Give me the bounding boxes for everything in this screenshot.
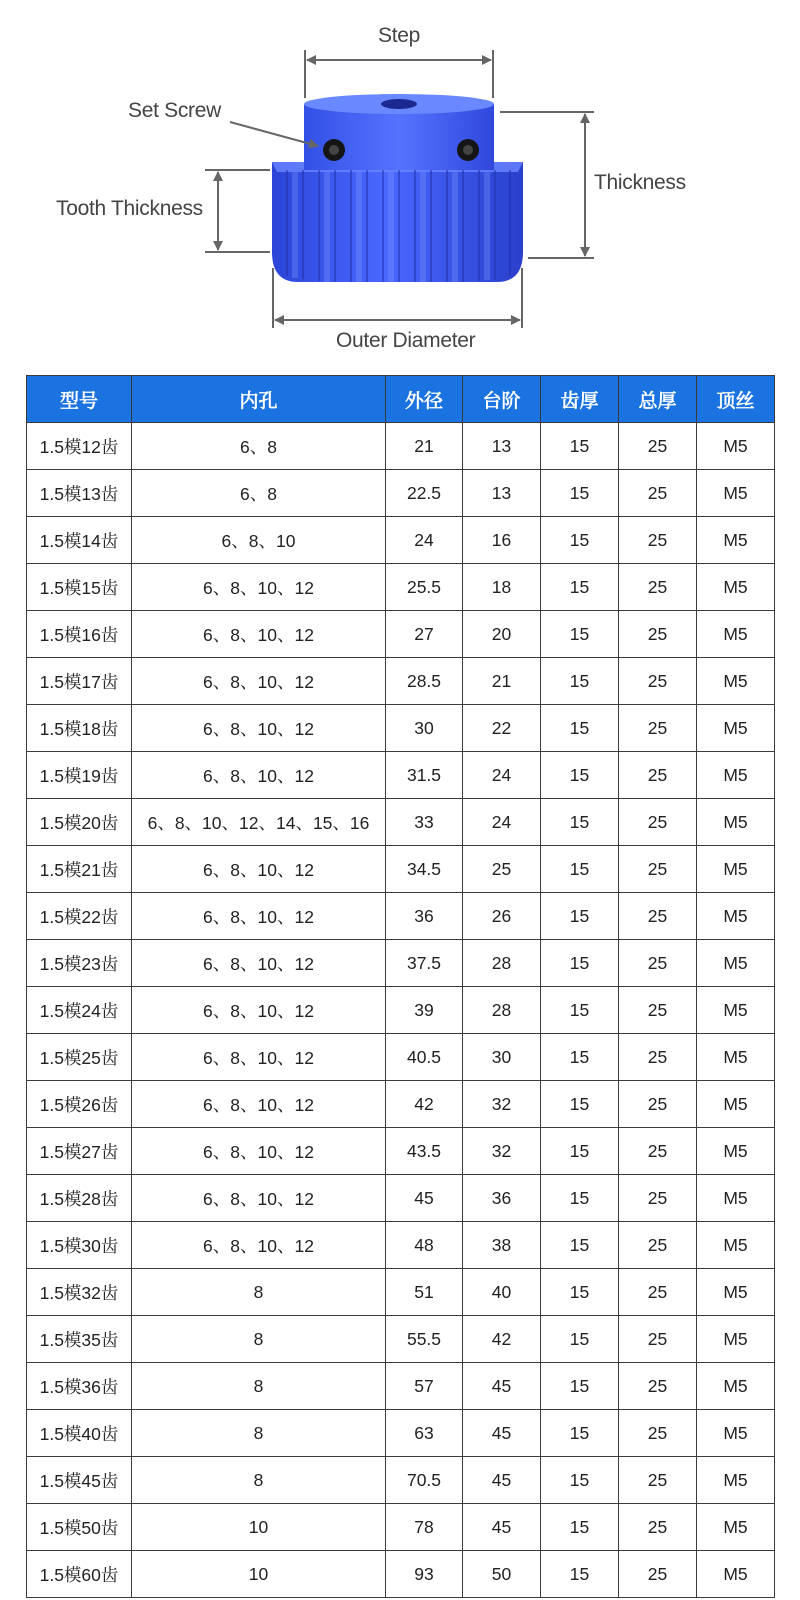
cell-step: 32 bbox=[463, 1081, 541, 1128]
cell-outer-diameter: 93 bbox=[386, 1551, 463, 1598]
cell-tooth-thickness: 15 bbox=[541, 1457, 619, 1504]
cell-bore: 10 bbox=[132, 1504, 386, 1551]
cell-model: 1.5模30齿 bbox=[27, 1222, 132, 1269]
header-set-screw: 顶丝 bbox=[697, 376, 775, 423]
cell-model: 1.5模22齿 bbox=[27, 893, 132, 940]
cell-model: 1.5模36齿 bbox=[27, 1363, 132, 1410]
cell-set-screw: M5 bbox=[697, 1457, 775, 1504]
cell-tooth-thickness: 15 bbox=[541, 1222, 619, 1269]
cell-step: 13 bbox=[463, 470, 541, 517]
table-row bbox=[27, 1034, 775, 1081]
cell-step: 21 bbox=[463, 658, 541, 705]
cell-bore: 8 bbox=[132, 1363, 386, 1410]
cell-step: 50 bbox=[463, 1551, 541, 1598]
cell-bore: 6、8、10、12 bbox=[132, 752, 386, 799]
cell-outer-diameter: 40.5 bbox=[386, 1034, 463, 1081]
cell-bore: 6、8、10、12 bbox=[132, 987, 386, 1034]
table-row bbox=[27, 564, 775, 611]
cell-tooth-thickness: 15 bbox=[541, 564, 619, 611]
cell-outer-diameter: 33 bbox=[386, 799, 463, 846]
cell-outer-diameter: 24 bbox=[386, 517, 463, 564]
cell-model: 1.5模32齿 bbox=[27, 1269, 132, 1316]
cell-tooth-thickness: 15 bbox=[541, 846, 619, 893]
cell-step: 22 bbox=[463, 705, 541, 752]
cell-model: 1.5模28齿 bbox=[27, 1175, 132, 1222]
cell-total-thickness: 25 bbox=[619, 893, 697, 940]
gear-dimension-diagram bbox=[0, 0, 800, 372]
cell-model: 1.5模13齿 bbox=[27, 470, 132, 517]
cell-bore: 8 bbox=[132, 1410, 386, 1457]
cell-tooth-thickness: 15 bbox=[541, 1504, 619, 1551]
table-body bbox=[27, 423, 775, 1598]
cell-total-thickness: 25 bbox=[619, 564, 697, 611]
cell-outer-diameter: 70.5 bbox=[386, 1457, 463, 1504]
cell-set-screw: M5 bbox=[697, 611, 775, 658]
cell-model: 1.5模27齿 bbox=[27, 1128, 132, 1175]
cell-set-screw: M5 bbox=[697, 1222, 775, 1269]
cell-bore: 6、8、10、12 bbox=[132, 1175, 386, 1222]
table-row bbox=[27, 517, 775, 564]
table-row bbox=[27, 1316, 775, 1363]
cell-bore: 6、8 bbox=[132, 470, 386, 517]
cell-set-screw: M5 bbox=[697, 1410, 775, 1457]
cell-total-thickness: 25 bbox=[619, 1128, 697, 1175]
header-total-thickness: 总厚 bbox=[619, 376, 697, 423]
cell-step: 45 bbox=[463, 1363, 541, 1410]
cell-set-screw: M5 bbox=[697, 1034, 775, 1081]
cell-step: 16 bbox=[463, 517, 541, 564]
cell-model: 1.5模25齿 bbox=[27, 1034, 132, 1081]
cell-tooth-thickness: 15 bbox=[541, 423, 619, 470]
cell-model: 1.5模20齿 bbox=[27, 799, 132, 846]
cell-set-screw: M5 bbox=[697, 1081, 775, 1128]
table-row bbox=[27, 1081, 775, 1128]
cell-bore: 6、8、10、12 bbox=[132, 1222, 386, 1269]
cell-total-thickness: 25 bbox=[619, 423, 697, 470]
header-model: 型号 bbox=[27, 376, 132, 423]
cell-total-thickness: 25 bbox=[619, 799, 697, 846]
cell-tooth-thickness: 15 bbox=[541, 1269, 619, 1316]
cell-bore: 6、8、10、12 bbox=[132, 564, 386, 611]
cell-total-thickness: 25 bbox=[619, 1551, 697, 1598]
cell-total-thickness: 25 bbox=[619, 1175, 697, 1222]
cell-total-thickness: 25 bbox=[619, 752, 697, 799]
header-outer-diameter: 外径 bbox=[386, 376, 463, 423]
cell-model: 1.5模26齿 bbox=[27, 1081, 132, 1128]
cell-tooth-thickness: 15 bbox=[541, 752, 619, 799]
cell-tooth-thickness: 15 bbox=[541, 987, 619, 1034]
cell-model: 1.5模16齿 bbox=[27, 611, 132, 658]
table-row bbox=[27, 658, 775, 705]
cell-set-screw: M5 bbox=[697, 893, 775, 940]
cell-bore: 8 bbox=[132, 1269, 386, 1316]
table-row bbox=[27, 940, 775, 987]
cell-bore: 8 bbox=[132, 1316, 386, 1363]
outer-diameter-label: Outer Diameter bbox=[336, 329, 476, 352]
cell-model: 1.5模17齿 bbox=[27, 658, 132, 705]
cell-outer-diameter: 22.5 bbox=[386, 470, 463, 517]
cell-model: 1.5模45齿 bbox=[27, 1457, 132, 1504]
cell-total-thickness: 25 bbox=[619, 1269, 697, 1316]
cell-tooth-thickness: 15 bbox=[541, 1128, 619, 1175]
cell-outer-diameter: 37.5 bbox=[386, 940, 463, 987]
tooth-thickness-label: Tooth Thickness bbox=[56, 197, 203, 220]
cell-outer-diameter: 45 bbox=[386, 1175, 463, 1222]
cell-step: 45 bbox=[463, 1504, 541, 1551]
cell-outer-diameter: 48 bbox=[386, 1222, 463, 1269]
cell-bore: 6、8 bbox=[132, 423, 386, 470]
cell-outer-diameter: 57 bbox=[386, 1363, 463, 1410]
cell-total-thickness: 25 bbox=[619, 1222, 697, 1269]
cell-set-screw: M5 bbox=[697, 1128, 775, 1175]
cell-tooth-thickness: 15 bbox=[541, 1316, 619, 1363]
cell-bore: 6、8、10、12 bbox=[132, 611, 386, 658]
cell-set-screw: M5 bbox=[697, 1175, 775, 1222]
cell-model: 1.5模23齿 bbox=[27, 940, 132, 987]
table-row bbox=[27, 1222, 775, 1269]
cell-step: 24 bbox=[463, 752, 541, 799]
cell-model: 1.5模60齿 bbox=[27, 1551, 132, 1598]
cell-set-screw: M5 bbox=[697, 1316, 775, 1363]
table-row bbox=[27, 987, 775, 1034]
cell-set-screw: M5 bbox=[697, 517, 775, 564]
table-row bbox=[27, 470, 775, 517]
cell-bore: 10 bbox=[132, 1551, 386, 1598]
cell-set-screw: M5 bbox=[697, 1551, 775, 1598]
cell-set-screw: M5 bbox=[697, 423, 775, 470]
table-row bbox=[27, 423, 775, 470]
cell-tooth-thickness: 15 bbox=[541, 1081, 619, 1128]
cell-model: 1.5模40齿 bbox=[27, 1410, 132, 1457]
cell-model: 1.5模12齿 bbox=[27, 423, 132, 470]
cell-model: 1.5模14齿 bbox=[27, 517, 132, 564]
cell-total-thickness: 25 bbox=[619, 1410, 697, 1457]
cell-outer-diameter: 21 bbox=[386, 423, 463, 470]
cell-bore: 6、8、10、12 bbox=[132, 1034, 386, 1081]
cell-tooth-thickness: 15 bbox=[541, 658, 619, 705]
cell-total-thickness: 25 bbox=[619, 1457, 697, 1504]
cell-bore: 6、8、10、12 bbox=[132, 705, 386, 752]
cell-step: 28 bbox=[463, 940, 541, 987]
table-row bbox=[27, 705, 775, 752]
cell-total-thickness: 25 bbox=[619, 1504, 697, 1551]
cell-total-thickness: 25 bbox=[619, 470, 697, 517]
header-step: 台阶 bbox=[463, 376, 541, 423]
cell-bore: 6、8、10、12 bbox=[132, 658, 386, 705]
cell-outer-diameter: 63 bbox=[386, 1410, 463, 1457]
cell-set-screw: M5 bbox=[697, 564, 775, 611]
cell-model: 1.5模35齿 bbox=[27, 1316, 132, 1363]
cell-outer-diameter: 42 bbox=[386, 1081, 463, 1128]
cell-tooth-thickness: 15 bbox=[541, 611, 619, 658]
cell-set-screw: M5 bbox=[697, 470, 775, 517]
table-row bbox=[27, 1551, 775, 1598]
cell-bore: 6、8、10、12、14、15、16 bbox=[132, 799, 386, 846]
cell-step: 36 bbox=[463, 1175, 541, 1222]
table-row bbox=[27, 752, 775, 799]
gear-teeth bbox=[272, 162, 523, 282]
cell-set-screw: M5 bbox=[697, 1504, 775, 1551]
cell-total-thickness: 25 bbox=[619, 658, 697, 705]
table-row bbox=[27, 1269, 775, 1316]
cell-set-screw: M5 bbox=[697, 846, 775, 893]
cell-tooth-thickness: 15 bbox=[541, 1410, 619, 1457]
cell-bore: 8 bbox=[132, 1457, 386, 1504]
table-header-row bbox=[27, 376, 775, 423]
cell-set-screw: M5 bbox=[697, 1269, 775, 1316]
table-row bbox=[27, 1410, 775, 1457]
table-row bbox=[27, 799, 775, 846]
cell-outer-diameter: 34.5 bbox=[386, 846, 463, 893]
cell-step: 42 bbox=[463, 1316, 541, 1363]
cell-total-thickness: 25 bbox=[619, 1363, 697, 1410]
cell-tooth-thickness: 15 bbox=[541, 470, 619, 517]
cell-tooth-thickness: 15 bbox=[541, 940, 619, 987]
cell-set-screw: M5 bbox=[697, 752, 775, 799]
table-row bbox=[27, 1457, 775, 1504]
cell-step: 38 bbox=[463, 1222, 541, 1269]
cell-outer-diameter: 51 bbox=[386, 1269, 463, 1316]
cell-outer-diameter: 27 bbox=[386, 611, 463, 658]
cell-outer-diameter: 28.5 bbox=[386, 658, 463, 705]
table-row bbox=[27, 1128, 775, 1175]
cell-tooth-thickness: 15 bbox=[541, 1034, 619, 1081]
cell-bore: 6、8、10 bbox=[132, 517, 386, 564]
cell-step: 25 bbox=[463, 846, 541, 893]
cell-total-thickness: 25 bbox=[619, 940, 697, 987]
cell-step: 26 bbox=[463, 893, 541, 940]
cell-outer-diameter: 39 bbox=[386, 987, 463, 1034]
cell-tooth-thickness: 15 bbox=[541, 705, 619, 752]
cell-tooth-thickness: 15 bbox=[541, 1551, 619, 1598]
cell-model: 1.5模19齿 bbox=[27, 752, 132, 799]
cell-total-thickness: 25 bbox=[619, 1316, 697, 1363]
cell-total-thickness: 25 bbox=[619, 846, 697, 893]
header-tooth-thickness: 齿厚 bbox=[541, 376, 619, 423]
table-row bbox=[27, 1175, 775, 1222]
cell-set-screw: M5 bbox=[697, 799, 775, 846]
set-screw-label: Set Screw bbox=[128, 99, 221, 122]
cell-step: 32 bbox=[463, 1128, 541, 1175]
cell-outer-diameter: 25.5 bbox=[386, 564, 463, 611]
cell-tooth-thickness: 15 bbox=[541, 799, 619, 846]
cell-bore: 6、8、10、12 bbox=[132, 1081, 386, 1128]
cell-model: 1.5模24齿 bbox=[27, 987, 132, 1034]
cell-step: 18 bbox=[463, 564, 541, 611]
cell-total-thickness: 25 bbox=[619, 705, 697, 752]
cell-outer-diameter: 36 bbox=[386, 893, 463, 940]
cell-set-screw: M5 bbox=[697, 1363, 775, 1410]
cell-outer-diameter: 55.5 bbox=[386, 1316, 463, 1363]
cell-bore: 6、8、10、12 bbox=[132, 846, 386, 893]
gear-spec-table bbox=[26, 375, 775, 1598]
cell-total-thickness: 25 bbox=[619, 1034, 697, 1081]
cell-step: 45 bbox=[463, 1410, 541, 1457]
header-bore: 内孔 bbox=[132, 376, 386, 423]
table-row bbox=[27, 893, 775, 940]
cell-tooth-thickness: 15 bbox=[541, 1175, 619, 1222]
cell-outer-diameter: 31.5 bbox=[386, 752, 463, 799]
cell-model: 1.5模21齿 bbox=[27, 846, 132, 893]
cell-tooth-thickness: 15 bbox=[541, 893, 619, 940]
thickness-label: Thickness bbox=[594, 171, 686, 194]
gear-hub bbox=[304, 94, 494, 170]
cell-bore: 6、8、10、12 bbox=[132, 940, 386, 987]
cell-outer-diameter: 78 bbox=[386, 1504, 463, 1551]
cell-total-thickness: 25 bbox=[619, 1081, 697, 1128]
cell-model: 1.5模50齿 bbox=[27, 1504, 132, 1551]
cell-set-screw: M5 bbox=[697, 940, 775, 987]
table-row bbox=[27, 1363, 775, 1410]
cell-tooth-thickness: 15 bbox=[541, 517, 619, 564]
cell-tooth-thickness: 15 bbox=[541, 1363, 619, 1410]
cell-outer-diameter: 30 bbox=[386, 705, 463, 752]
cell-set-screw: M5 bbox=[697, 658, 775, 705]
cell-total-thickness: 25 bbox=[619, 611, 697, 658]
cell-model: 1.5模18齿 bbox=[27, 705, 132, 752]
cell-step: 28 bbox=[463, 987, 541, 1034]
cell-step: 40 bbox=[463, 1269, 541, 1316]
cell-total-thickness: 25 bbox=[619, 987, 697, 1034]
cell-set-screw: M5 bbox=[697, 987, 775, 1034]
cell-total-thickness: 25 bbox=[619, 517, 697, 564]
table-row bbox=[27, 846, 775, 893]
cell-step: 30 bbox=[463, 1034, 541, 1081]
cell-step: 20 bbox=[463, 611, 541, 658]
cell-step: 45 bbox=[463, 1457, 541, 1504]
cell-step: 24 bbox=[463, 799, 541, 846]
cell-bore: 6、8、10、12 bbox=[132, 893, 386, 940]
cell-step: 13 bbox=[463, 423, 541, 470]
cell-bore: 6、8、10、12 bbox=[132, 1128, 386, 1175]
step-label: Step bbox=[378, 24, 420, 47]
cell-outer-diameter: 43.5 bbox=[386, 1128, 463, 1175]
cell-model: 1.5模15齿 bbox=[27, 564, 132, 611]
table-row bbox=[27, 1504, 775, 1551]
cell-set-screw: M5 bbox=[697, 705, 775, 752]
table-row bbox=[27, 611, 775, 658]
